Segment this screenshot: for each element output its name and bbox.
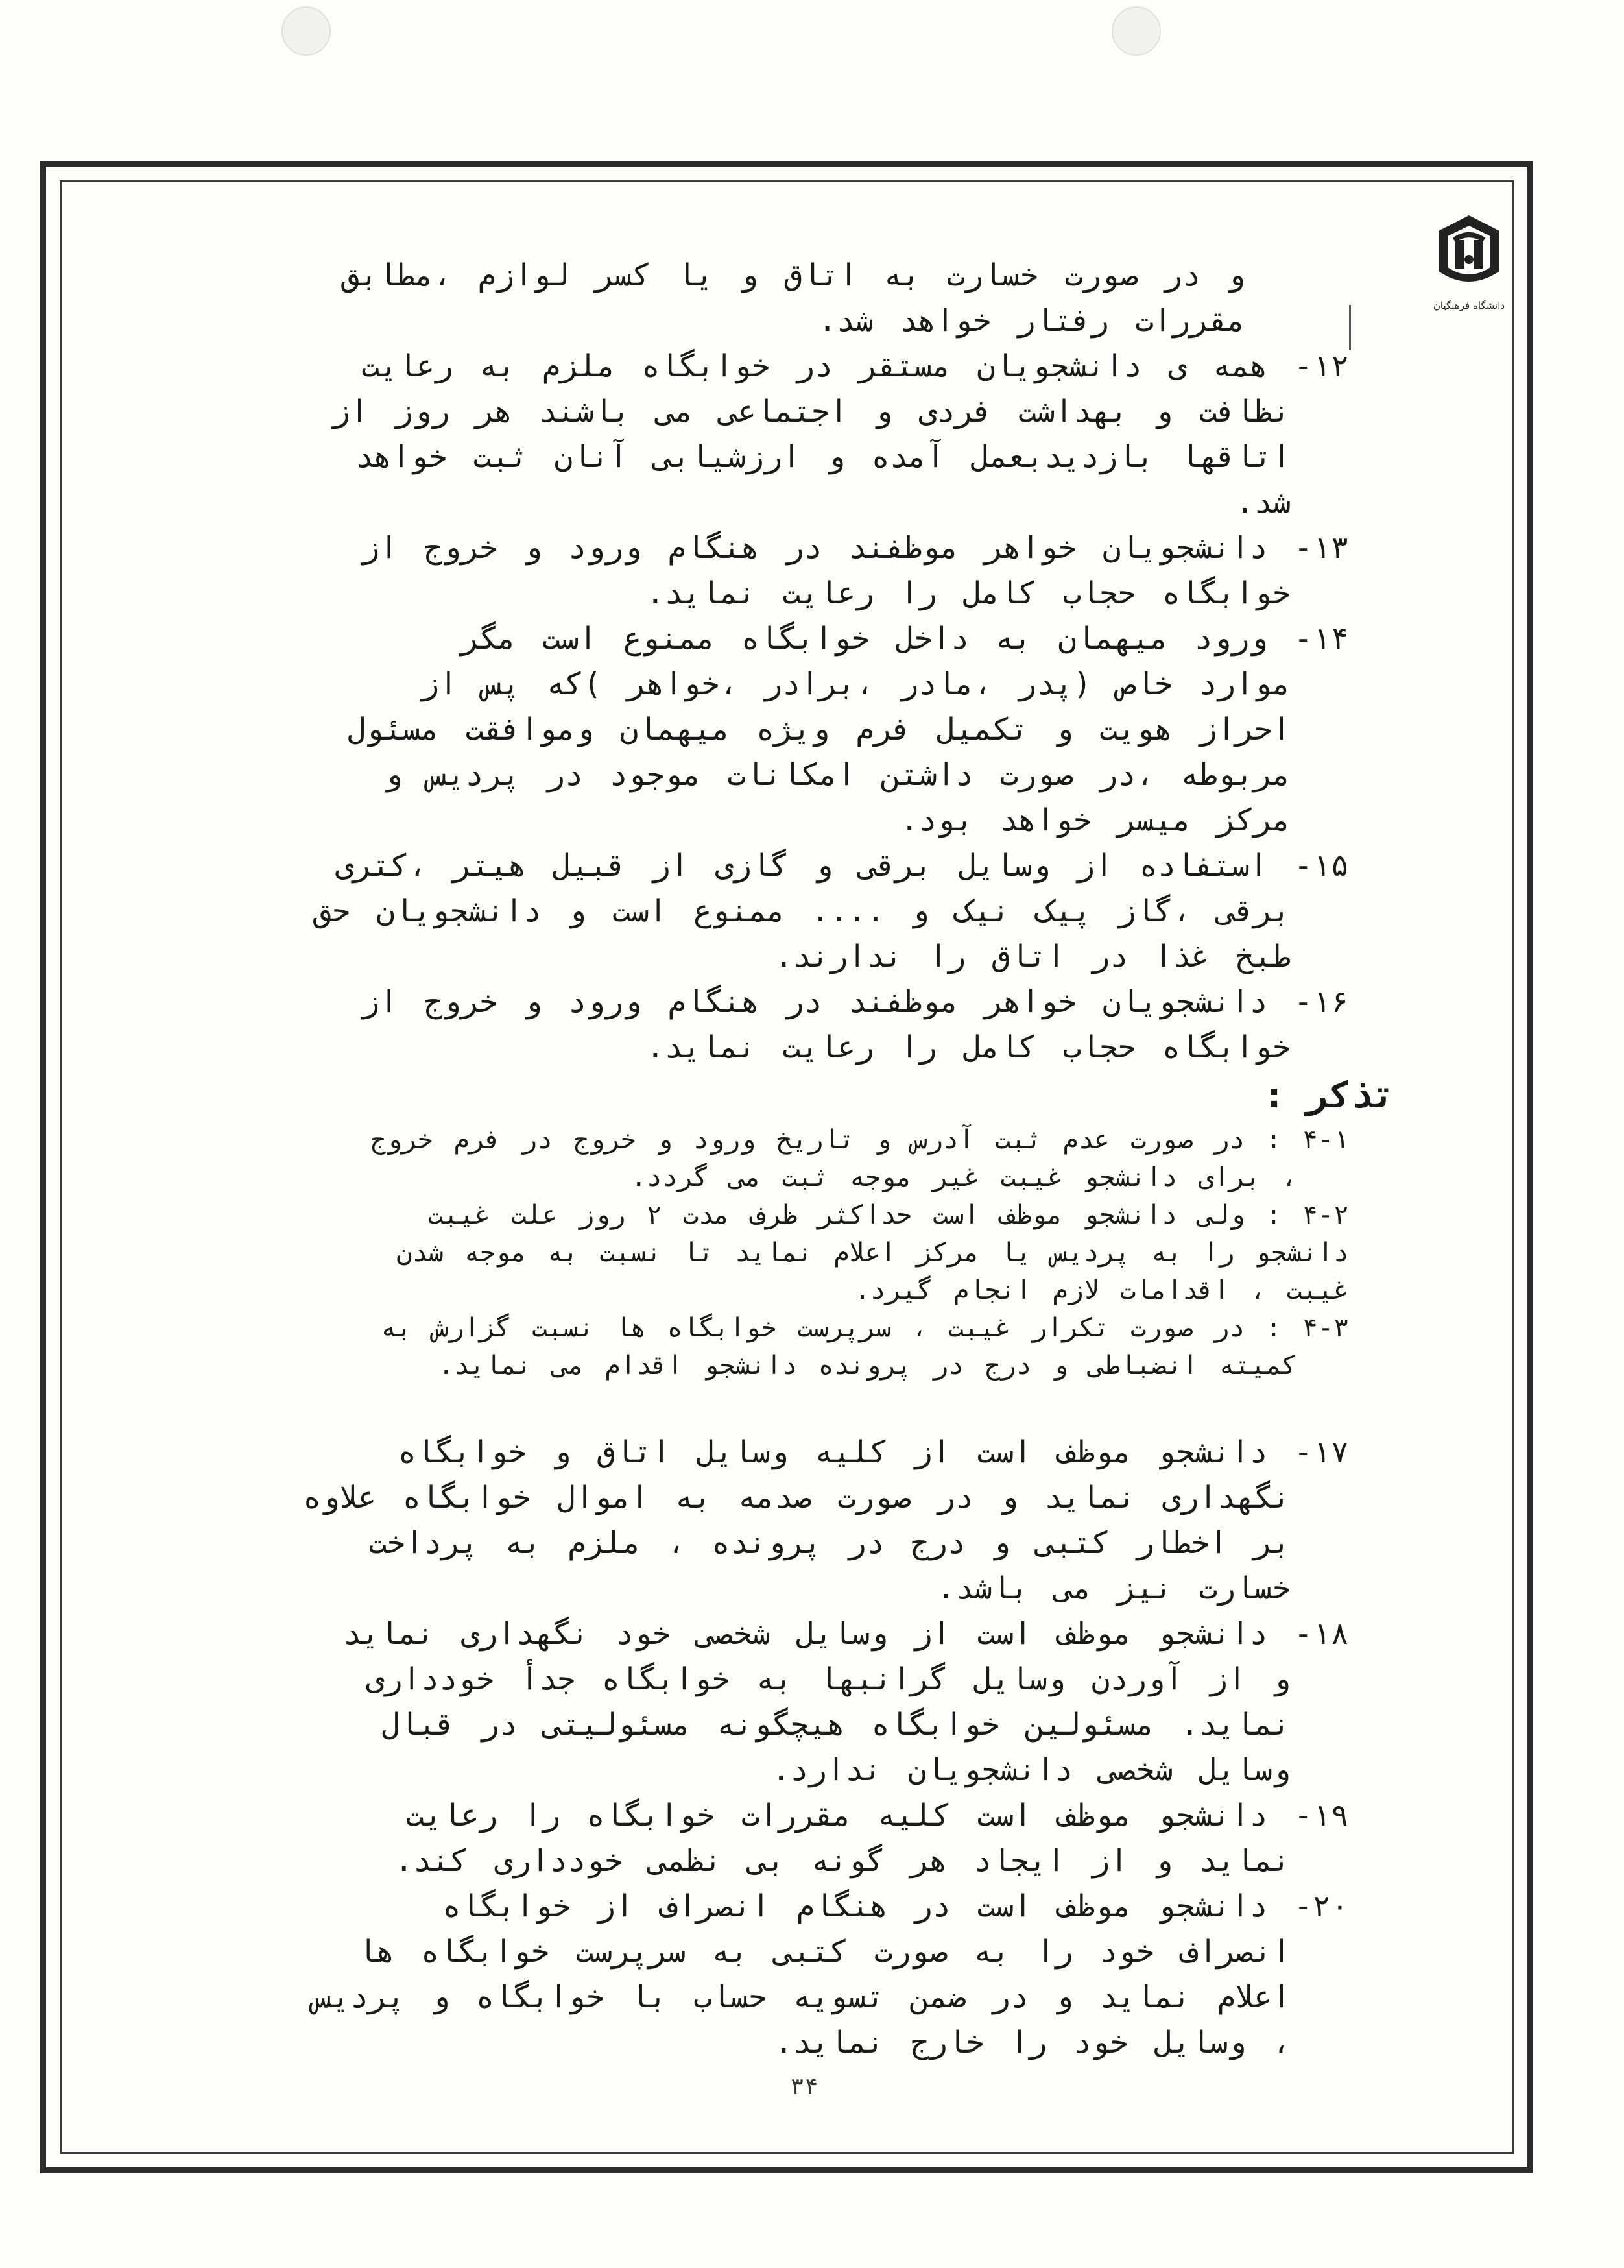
rule-14: ۱۴- ورود میهمان به داخل خوابگاه ممنوع است مگر (460, 621, 1349, 657)
text-line: شد. (1236, 485, 1291, 520)
rule-20: ۲۰- دانشجو موظف است در هنگام انصراف از خوابگاه (442, 1888, 1349, 1924)
text-line: نماید و از ایجاد هر گونه بی نظمی خودداری کند. (394, 1843, 1291, 1879)
text-line: خسارت نیز می باشد. (937, 1571, 1291, 1606)
text-line: و از آوردن وسایل گرانبها به خوابگاه جدأ خودداری (366, 1661, 1291, 1697)
text-line: موارد خاص (پدر ،مادر ،برادر ،خواهر )که پس از (420, 666, 1291, 702)
text-line: اعلام نماید و در ضمن تسویه حساب با خوابگاه و پردیس (313, 1979, 1291, 2015)
text-line: خوابگاه حجاب کامل را رعایت نماید. (646, 575, 1291, 611)
logo-caption: دانشگاه فرهنگیان (1433, 300, 1505, 311)
text-line: احراز هویت و تکمیل فرم ویژه میهمان وموافقت مسئول (347, 712, 1291, 747)
paragraph-gap (130, 1384, 1349, 1430)
rule-18: ۱۸- دانشجو موظف است از وسایل شخصی خود نگهداری نماید (342, 1616, 1349, 1652)
text-line: اتاقها بازدیدبعمل آمده و ارزشیابی آنان ثبت خواهد (355, 439, 1291, 475)
text-line: وسایل شخصی دانشجویان ندارد. (771, 1752, 1291, 1788)
text-line: مرکز میسر خواهد بود. (900, 802, 1291, 838)
rule-15: ۱۵- استفاده از وسایل برقی و گازی از قبیل هیتر ،کتری (335, 848, 1349, 884)
text-line: ، برای دانشجو غیبت غیر موجه ثبت می گردد. (630, 1163, 1297, 1192)
text-line: دانشجو را به پردیس یا مرکز اعلام نماید تا نسبت به موجه شدن (396, 1238, 1349, 1268)
rule-16: ۱۶- دانشجویان خواهر موظفند در هنگام ورود و خروج از (361, 984, 1349, 1020)
text-line: نماید. مسئولین خوابگاه هیچگونه مسئولیتی در قبال (381, 1707, 1291, 1743)
punch-hole-right (1112, 6, 1161, 56)
margin-pen-mark (1349, 305, 1351, 350)
note-4-2: ۴-۲ : ولی دانشجو موظف است حداکثر ظرف مدت ۲ روز علت غیبت (427, 1200, 1349, 1230)
rule-17: ۱۷- دانشجو موظف است از کلیه وسایل اتاق و خوابگاه (398, 1434, 1349, 1470)
text-line: کمیته انضباطی و درج در پرونده دانشجو اقدام می نماید. (438, 1351, 1297, 1381)
punch-hole-left (281, 6, 331, 56)
text-line: ، وسایل خود را خارج نماید. (774, 2025, 1291, 2060)
rule-12: ۱۲- همه ی دانشجویان مستقر در خوابگاه ملزم به رعایت (361, 348, 1349, 384)
text-line: غیبت ، اقدامات لازم انجام گیرد. (854, 1275, 1349, 1305)
note-heading: تذکر : (1263, 1074, 1394, 1116)
rule-19: ۱۹- دانشجو موظف است کلیه مقررات خوابگاه را رعایت (405, 1798, 1349, 1833)
text-line: نگهداری نماید و در صورت صدمه به اموال خوابگاه علاوه (303, 1480, 1291, 1515)
text-line: مربوطه ،در صورت داشتن امکانات موجود در پردیس و (384, 757, 1291, 793)
rule-13: ۱۳- دانشجویان خواهر موظفند در هنگام ورود و خروج از (361, 530, 1349, 566)
text-line: و در صورت خسارت به اتاق و یا کسر لوازم ،مطابق (341, 258, 1245, 293)
note-4-3: ۴-۳ : در صورت تکرار غیبت ، سرپرست خوابگاه ها نسبت گزارش به (381, 1313, 1349, 1343)
university-emblem-icon (1431, 211, 1507, 309)
text-line: طبخ غذا در اتاق را ندارند. (774, 939, 1291, 974)
text-line: برقی ،گاز پیک نیک و .... ممنوع است و دانشجویان حق (313, 893, 1291, 929)
page-number: ۳۴ (790, 2073, 818, 2100)
document-body (130, 253, 1394, 2066)
text-line: نظافت و بهداشت فردی و اجتماعی می باشند هر روز از (331, 394, 1291, 429)
text-line: بر اخطار کتبی و درج در پرونده ، ملزم به پرداخت (368, 1525, 1291, 1561)
note-4-1: ۴-۱ : در صورت عدم ثبت آدرس و تاریخ ورود و خروج در فرم خروج (370, 1125, 1349, 1155)
text-line: انصراف خود را به صورت کتبی به سرپرست خوابگاه ها (358, 1934, 1291, 1970)
text-line: خوابگاه حجاب کامل را رعایت نماید. (646, 1030, 1291, 1065)
text-line: مقررات رفتار خواهد شد. (818, 303, 1245, 339)
